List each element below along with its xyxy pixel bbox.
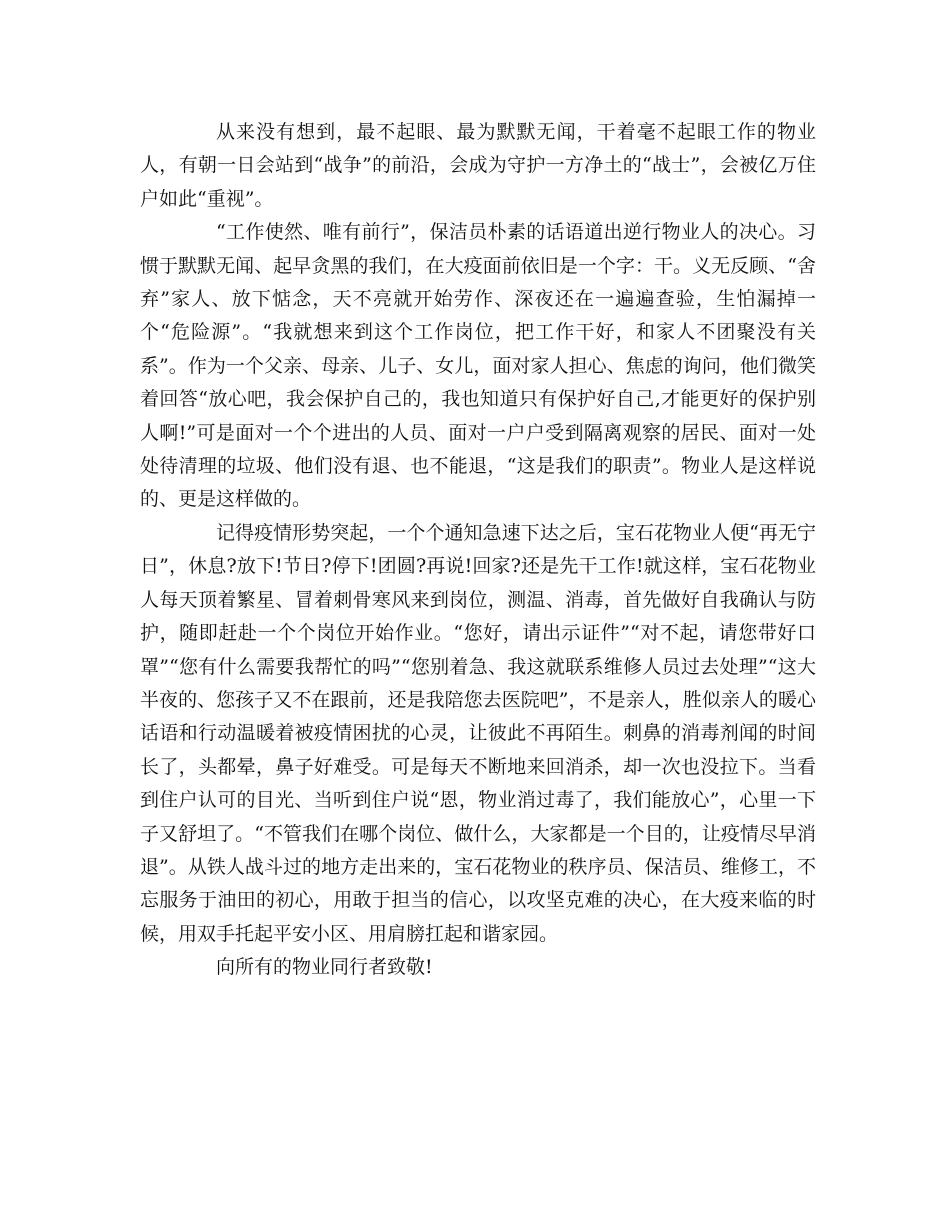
paragraph-2: “工作使然、唯有前行”，保洁员朴素的话语道出逆行物业人的决心。习惯于默默无闻、起早贪黑的我们，在大疫面前依旧是一个字：干。义无反顾、“舍弃”家人、放下惦念，天不亮就开始劳作、深夜还在一遍遍查验，生怕漏掉一个“危险源”。“我就想来到这个工作岗位，把工作干好，和家人不团聚没有关系”。作为一个父亲、母亲、儿子、女儿，面对家人担心、焦虑的询问，他们微笑着回答“放心吧，我会保护自己的，我也知道只有保护好自己,才能更好的保护别人啊!”可是面对一个个进出的人员、面对一户户受到隔离观察的居民、面对一处处待清理的垃圾、他们没有退、也不能退，“这是我们的职责”。物业人是这样说的、更是这样做的。 xyxy=(140,221,816,511)
paragraph-3: 记得疫情形势突起，一个个通知急速下达之后，宝石花物业人便“再无宁日”，休息?放下!节日?停下!团圆?再说!回家?还是先干工作!就这样，宝石花物业人每天顶着繁星、冒着刺骨寒风来到岗位，测温、消毒，首先做好自我确认与防护，随即赶赴一个个岗位开始作业。“您好，请出示证件”“对不起，请您带好口罩”“您有什么需要我帮忙的吗”“您别着急、我这就联系维修人员过去处理”“这大半夜的、您孩子又不在跟前，还是我陪您去医院吧”，不是亲人，胜似亲人的暖心话语和行动温暖着被疫情困扰的心灵，让彼此不再陌生。刺鼻的消毒剂闻的时间长了，头都晕，鼻子好难受。可是每天不断地来回消杀，却一次也没拉下。当看到住户认可的目光、当听到住户说“恩，物业消过毒了，我们能放心”，心里一下子又舒坦了。“不管我们在哪个岗位、做什么，大家都是一个目的，让疫情尽早消退”。从铁人战斗过的地方走出来的，宝石花物业的秩序员、保洁员、维修工，不忘服务于油田的初心，用敢于担当的信心，以攻坚克难的决心，在大疫来临的时候，用双手托起平安小区、用肩膀扛起和谐家园。 xyxy=(140,521,816,945)
paragraph-4: 向所有的物业同行者致敬! xyxy=(216,956,433,979)
paragraph-1: 从来没有想到，最不起眼、最为默默无闻，干着毫不起眼工作的物业人，有朝一日会站到“战争”的前沿，会成为守护一方净土的“战士”，会被亿万住户如此“重视”。 xyxy=(140,121,816,210)
document-body xyxy=(140,116,816,985)
